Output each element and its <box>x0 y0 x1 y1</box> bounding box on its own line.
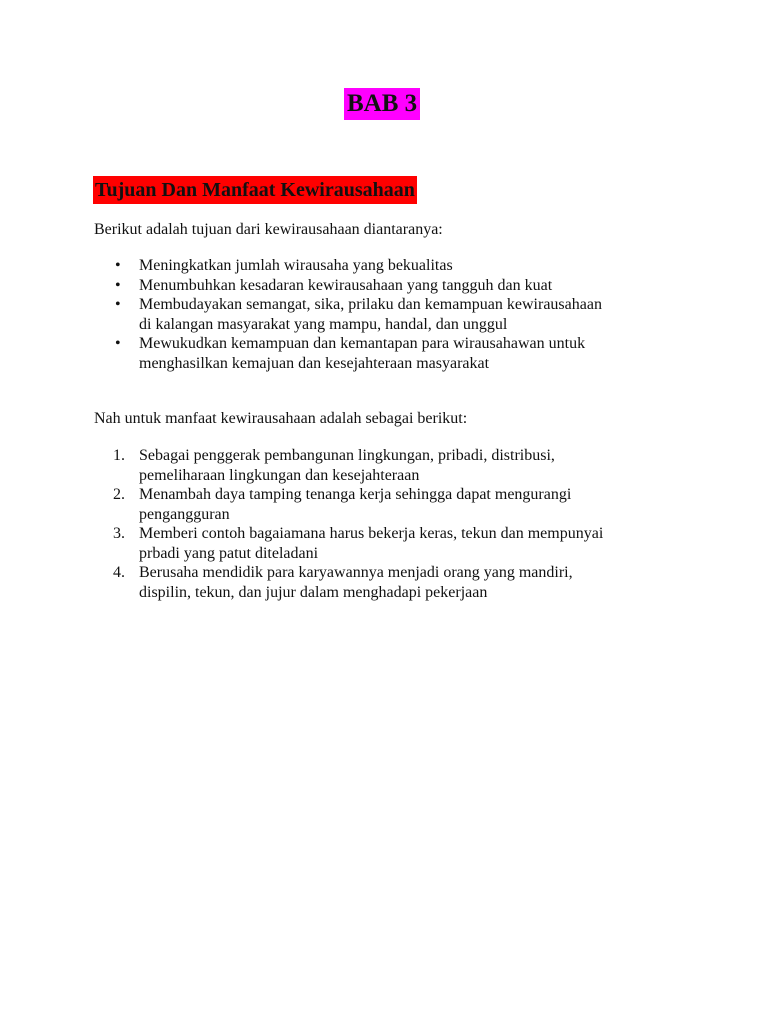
goal-list-item <box>94 256 602 276</box>
benefit-item-line-1: Sebagai penggerak pembangunan lingkungan, pribadi, distribusi, <box>139 447 555 464</box>
section-heading: Tujuan Dan Manfaat Kewirausahaan <box>93 176 417 204</box>
benefits-intro-text: Nah untuk manfaat kewirausahaan adalah sebagai berikut: <box>94 410 468 427</box>
goals-intro-text: Berikut adalah tujuan dari kewirausahaan diantaranya: <box>94 221 443 238</box>
benefits-numbered-list <box>94 446 603 602</box>
benefit-list-item <box>94 563 603 602</box>
bullet-icon: • <box>115 296 121 313</box>
chapter-title: BAB 3 <box>344 88 420 120</box>
goals-bullet-list <box>94 256 602 373</box>
benefit-list-item <box>94 485 603 524</box>
benefit-number: 4. <box>113 564 125 581</box>
benefit-list-item <box>94 524 603 563</box>
benefit-item-line-2: dispilin, tekun, dan jujur dalam menghadapi pekerjaan <box>139 583 488 601</box>
bullet-icon: • <box>115 257 121 274</box>
goal-item-line-1: Meningkatkan jumlah wirausaha yang bekualitas <box>139 257 453 274</box>
goal-item-line-2: di kalangan masyarakat yang mampu, handal, dan unggul <box>139 315 508 333</box>
benefit-number: 3. <box>113 525 125 542</box>
benefit-item-line-1: Menambah daya tamping tenanga kerja sehingga dapat mengurangi <box>139 486 572 503</box>
benefit-list-item <box>94 446 603 485</box>
goal-list-item <box>94 295 602 334</box>
goal-item-line-2: menghasilkan kemajuan dan kesejahteraan masyarakat <box>139 354 490 372</box>
bullet-icon: • <box>115 335 121 352</box>
benefit-item-line-1: Memberi contoh bagaiamana harus bekerja keras, tekun dan mempunyai <box>139 525 604 542</box>
goal-item-line-1: Mewukudkan kemampuan dan kemantapan para wirausahawan untuk <box>139 335 586 352</box>
benefit-number: 2. <box>113 486 125 503</box>
benefit-item-line-1: Berusaha mendidik para karyawannya menjadi orang yang mandiri, <box>139 564 573 581</box>
bullet-icon: • <box>115 276 121 294</box>
goal-item-line-1: Menumbuhkan kesadaran kewirausahaan yang tangguh dan kuat <box>139 276 553 294</box>
benefit-item-line-2: pengangguran <box>139 505 230 523</box>
goal-list-item <box>94 276 602 296</box>
benefit-item-line-2: prbadi yang patut diteladani <box>139 544 319 562</box>
benefit-item-line-2: pemeliharaan lingkungan dan kesejahteraan <box>139 466 420 484</box>
benefit-number: 1. <box>113 447 125 464</box>
goal-list-item <box>94 334 602 373</box>
goal-item-line-1: Membudayakan semangat, sika, prilaku dan kemampuan kewirausahaan <box>139 296 602 313</box>
